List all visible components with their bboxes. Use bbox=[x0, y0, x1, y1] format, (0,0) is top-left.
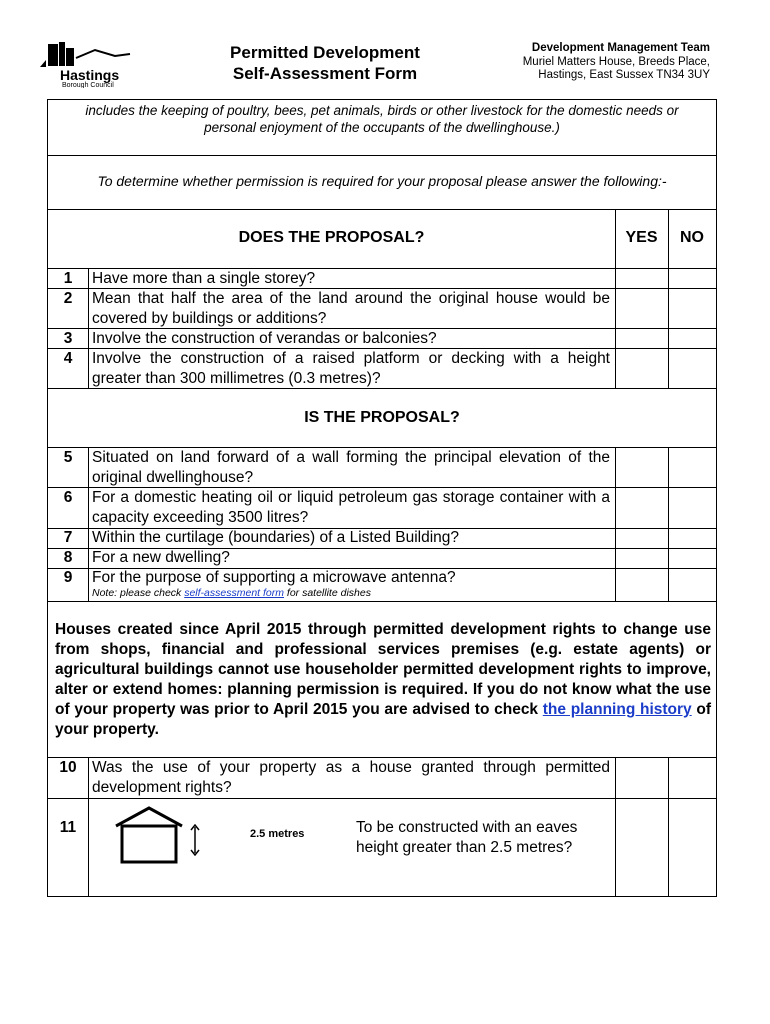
answer-no-5[interactable] bbox=[669, 448, 716, 487]
answer-no-6[interactable] bbox=[669, 488, 716, 528]
question-text: Involve the construction of a raised platform or decking with a height greater than 300 millimetres (0.3 metres)? bbox=[92, 350, 610, 387]
address-line-2: Hastings, East Sussex TN34 3UY bbox=[538, 69, 710, 81]
height-arrow-icon bbox=[188, 824, 202, 856]
page-header bbox=[0, 0, 770, 100]
answer-no-4[interactable] bbox=[669, 349, 716, 388]
answer-yes-7[interactable] bbox=[616, 529, 668, 548]
section-heading-does: DOES THE PROPOSAL? bbox=[238, 229, 425, 246]
answer-no-8[interactable] bbox=[669, 549, 716, 568]
answer-no-1[interactable] bbox=[669, 269, 716, 288]
no-column-header: NO bbox=[680, 229, 704, 246]
question-text: To be constructed with an eaves height greater than 2.5 metres? bbox=[356, 819, 578, 856]
question-text: For the purpose of supporting a microwave antenna? bbox=[92, 569, 456, 586]
question-number: 5 bbox=[63, 449, 73, 466]
answer-no-9[interactable] bbox=[669, 569, 716, 601]
question-number: 2 bbox=[63, 290, 73, 307]
question-text: Was the use of your property as a house granted through permitted development rights? bbox=[92, 759, 610, 796]
satellite-note bbox=[92, 587, 371, 599]
question-text: Mean that half the area of the land around the original house would be covered by buildings or additions? bbox=[92, 290, 610, 327]
form-title bbox=[200, 42, 450, 84]
answer-yes-8[interactable] bbox=[616, 549, 668, 568]
question-number: 8 bbox=[63, 549, 73, 566]
answer-yes-2[interactable] bbox=[616, 289, 668, 328]
assessment-table bbox=[47, 99, 717, 897]
hastings-logo bbox=[40, 40, 140, 88]
planning-history-link[interactable]: the planning history bbox=[542, 701, 692, 718]
question-number: 3 bbox=[63, 330, 73, 347]
question-text: For a domestic heating oil or liquid petroleum gas storage container with a capacity exceeding 3500 litres? bbox=[92, 489, 610, 526]
house-outline-icon bbox=[114, 806, 184, 866]
answer-no-7[interactable] bbox=[669, 529, 716, 548]
title-line-1: Permitted Development bbox=[230, 43, 420, 62]
question-text: Involve the construction of verandas or balconies? bbox=[92, 330, 437, 347]
note-suffix: for satellite dishes bbox=[284, 587, 371, 599]
answer-no-11[interactable] bbox=[669, 799, 716, 896]
houses-text: Houses created since April 2015 through permitted development rights to change use from shops, financial and professional services premises (e.g. estate agents) or agricultural buildings cannot use householder permitted development rights to improve, alter or extend homes: planning permission is required. If you do not know what the use of your property was prior to April 2015 you are advised to check bbox=[55, 621, 711, 718]
logo-wordmark: Hastings bbox=[60, 67, 120, 83]
answer-yes-10[interactable] bbox=[616, 758, 668, 798]
yes-column-header: YES bbox=[625, 229, 658, 246]
answer-yes-4[interactable] bbox=[616, 349, 668, 388]
question-text: Have more than a single storey? bbox=[92, 270, 316, 287]
logo-subtitle: Borough Council bbox=[62, 82, 114, 88]
section-heading-is: IS THE PROPOSAL? bbox=[304, 409, 460, 426]
council-address bbox=[470, 42, 710, 83]
answer-yes-6[interactable] bbox=[616, 488, 668, 528]
address-line-1: Muriel Matters House, Breeds Place, bbox=[522, 55, 710, 68]
houses-suffix: of your property. bbox=[55, 701, 712, 738]
question-number: 1 bbox=[63, 270, 73, 287]
question-number: 9 bbox=[63, 569, 73, 586]
answer-yes-9[interactable] bbox=[616, 569, 668, 601]
team-name: Development Management Team bbox=[531, 42, 710, 54]
title-line-2: Self-Assessment Form bbox=[232, 64, 418, 83]
question-number: 11 bbox=[59, 819, 77, 836]
question-text: Within the curtilage (boundaries) of a Listed Building? bbox=[92, 529, 460, 546]
question-text: For a new dwelling? bbox=[92, 549, 230, 566]
note-prefix: Note: please check bbox=[92, 587, 185, 599]
answer-yes-1[interactable] bbox=[616, 269, 668, 288]
answer-yes-5[interactable] bbox=[616, 448, 668, 487]
houses-warning bbox=[55, 620, 711, 740]
answer-no-10[interactable] bbox=[669, 758, 716, 798]
self-assessment-form-link[interactable]: self-assessment form bbox=[184, 587, 284, 599]
answer-yes-11[interactable] bbox=[616, 799, 668, 896]
question-number: 4 bbox=[63, 350, 73, 367]
question-text: Situated on land forward of a wall forming the principal elevation of the original dwellinghouse? bbox=[92, 449, 610, 486]
question-number: 10 bbox=[59, 759, 77, 776]
question-number: 7 bbox=[63, 529, 73, 546]
intro-text: includes the keeping of poultry, bees, pet animals, birds or other livestock for the domestic needs or personal enjoyment of the occupants of the dwellinghouse.) bbox=[85, 103, 679, 135]
question-number: 6 bbox=[63, 489, 73, 506]
height-label: 2.5 metres bbox=[250, 828, 305, 840]
determine-text: To determine whether permission is required for your proposal please answer the following:- bbox=[97, 173, 667, 189]
answer-no-2[interactable] bbox=[669, 289, 716, 328]
answer-no-3[interactable] bbox=[669, 329, 716, 348]
answer-yes-3[interactable] bbox=[616, 329, 668, 348]
